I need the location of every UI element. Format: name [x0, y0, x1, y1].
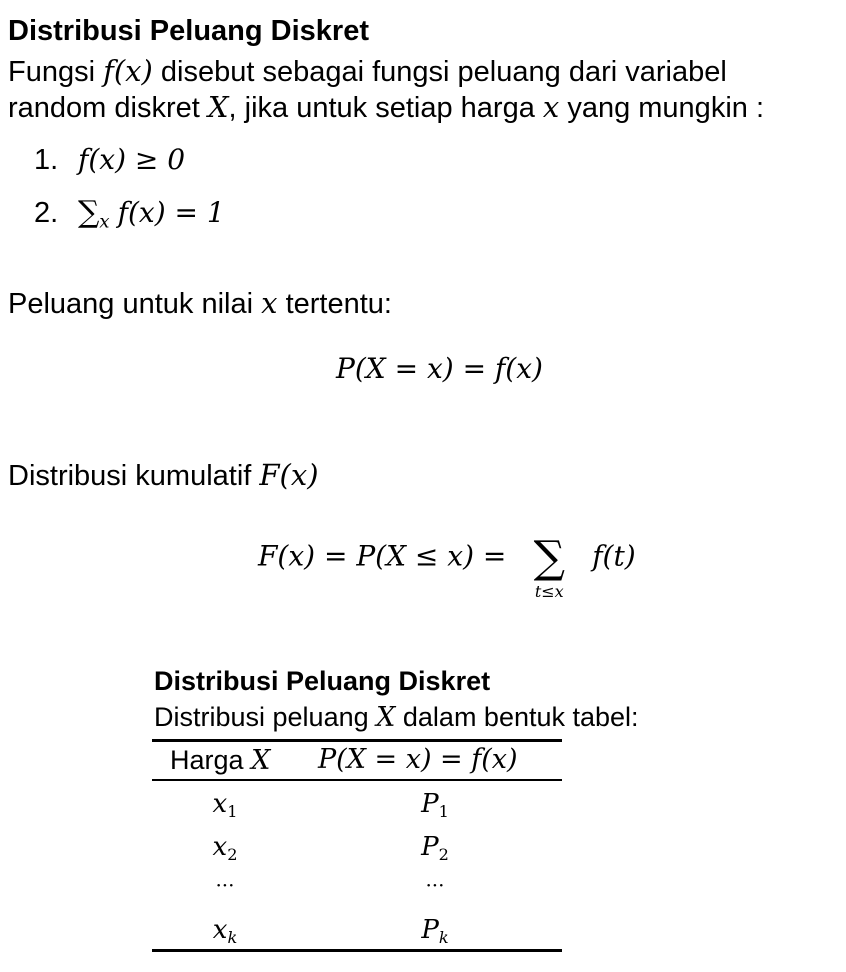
table-header-prob: P(X = x) = f(x): [318, 744, 518, 775]
table-row-2-x: [185, 830, 265, 872]
sub-X: X: [376, 702, 396, 733]
table-row-3-x: ···: [215, 873, 235, 897]
cum-Fx: F(x): [259, 458, 319, 492]
condition-1-number: 1.: [34, 144, 59, 176]
cumulative-formula: [258, 532, 636, 601]
intro2-x: x: [542, 90, 560, 124]
table-bottom-rule: [152, 949, 562, 952]
row-4-x-var: x: [212, 915, 228, 945]
intro-line-2: [8, 90, 764, 125]
intro2-X: X: [207, 90, 229, 124]
row-2-p-var: P: [421, 832, 439, 862]
probability-label: [8, 286, 392, 321]
cum-text-a: Distribusi kumulatif: [8, 460, 252, 492]
probability-formula: P(X = x) = f(x): [336, 352, 543, 385]
row-1-x-sub: 1: [227, 801, 238, 821]
row-4-p-var: P: [421, 915, 439, 945]
header-harga-X: X: [251, 745, 271, 776]
table-row-1-p: [395, 787, 475, 829]
cum-formula-left: F(x) = P(X ≤ x) =: [258, 539, 507, 573]
cum-sum-block: [519, 532, 579, 601]
intro-fx: f(x): [103, 54, 153, 88]
prob-text-b: tertentu:: [285, 288, 392, 320]
condition-1: [34, 143, 185, 177]
row-1-x-var: x: [212, 789, 228, 819]
section2-title: Distribusi Peluang Diskret: [154, 666, 491, 696]
sub-text-b: dalam bentuk tabel:: [402, 702, 639, 732]
intro2-text-a: random diskret: [8, 92, 200, 124]
row-2-x-sub: 2: [227, 844, 238, 864]
cum-sum-under: t≤x: [534, 582, 564, 601]
row-4-x-sub: k: [227, 927, 238, 947]
intro2-text-c: yang mungkin :: [567, 92, 764, 124]
row-4-p-sub: k: [438, 927, 449, 947]
row-1-p-var: P: [421, 789, 439, 819]
prob-text-a: Peluang untuk nilai: [8, 288, 254, 320]
intro-line-1: [8, 54, 727, 89]
condition-2-sum-sub: x: [99, 211, 110, 233]
table-row-3-p: ···: [425, 873, 445, 897]
intro2-text-b: , jika untuk setiap harga: [228, 92, 535, 124]
table-row-1-x: [185, 787, 265, 829]
table-row-2-p: [395, 830, 475, 872]
table-header-rule: [152, 779, 562, 781]
section-title: Distribusi Peluang Diskret: [8, 15, 369, 47]
section2-subtitle: [154, 700, 639, 735]
condition-2-sum: ∑: [78, 195, 100, 230]
row-1-p-sub: 1: [438, 801, 449, 821]
cum-sum-symbol: ∑: [533, 532, 565, 583]
intro-text-b: disebut sebagai fungsi peluang dari variabel: [160, 56, 727, 88]
condition-2: [34, 196, 225, 239]
sub-text-a: Distribusi peluang: [154, 702, 369, 732]
table-top-rule: [152, 739, 562, 742]
condition-2-number: 2.: [34, 197, 59, 229]
cum-formula-right: f(t): [592, 539, 636, 573]
intro-text-a: Fungsi: [8, 56, 96, 88]
row-2-p-sub: 2: [438, 844, 449, 864]
table-header-harga: [170, 743, 270, 778]
header-harga-text: Harga: [170, 745, 244, 775]
condition-1-formula: f(x) ≥ 0: [78, 143, 186, 176]
condition-2-formula: f(x) = 1: [117, 196, 225, 229]
cumulative-label: [8, 458, 319, 493]
prob-x: x: [261, 286, 278, 320]
row-2-x-var: x: [212, 832, 228, 862]
